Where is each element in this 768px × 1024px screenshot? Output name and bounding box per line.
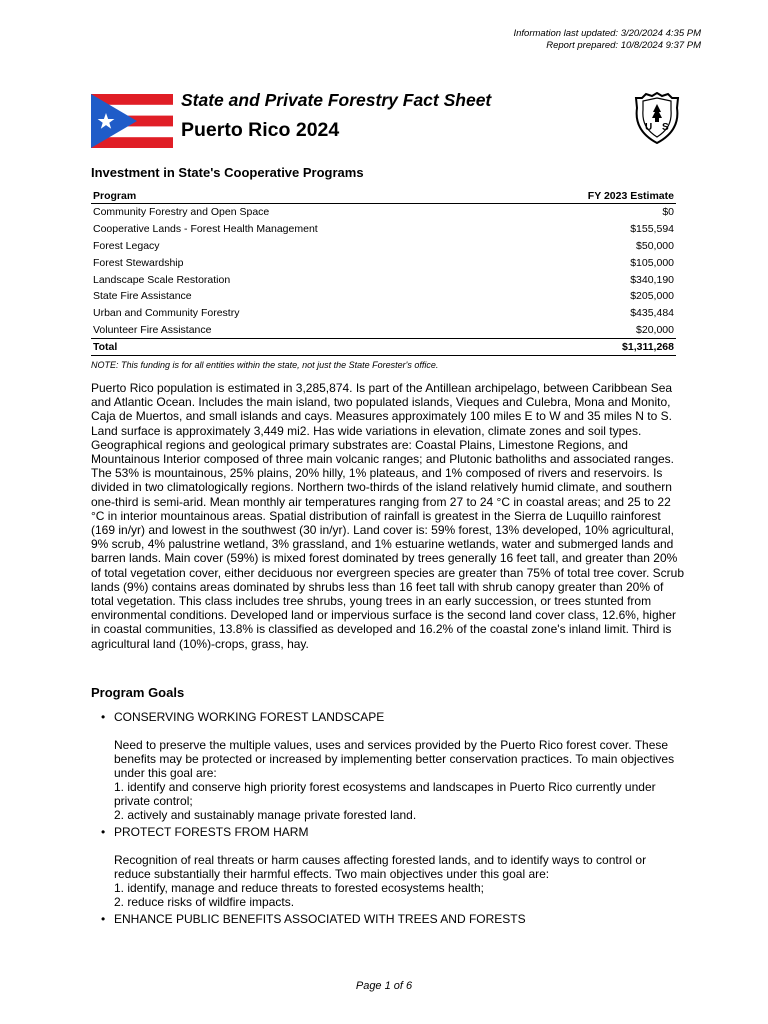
- bullet-icon: •: [101, 825, 106, 839]
- total-amount-cell: $1,311,268: [511, 339, 676, 356]
- last-updated-text: Information last updated: 3/20/2024 4:35 PM: [513, 28, 701, 39]
- program-goals-heading: Program Goals: [91, 685, 185, 700]
- funding-note: NOTE: This funding is for all entities within the state, not just the State Forester's office.: [91, 360, 439, 370]
- table-row: [91, 204, 676, 221]
- goal-title: CONSERVING WORKING FOREST LANDSCAPE: [114, 710, 385, 724]
- page-number: Page 1 of 6: [355, 980, 413, 992]
- program-goals-list: [101, 710, 681, 926]
- goal-title: PROTECT FORESTS FROM HARM: [114, 825, 309, 839]
- amount-cell: $50,000: [636, 239, 674, 252]
- total-label-cell: Total: [91, 339, 511, 356]
- amount-cell: $435,484: [630, 307, 674, 320]
- goal-item: [101, 912, 681, 926]
- goal-description: Recognition of real threats or harm causes affecting forested lands, and to identify ways to control or reduce substantially their harmful effects. Two main objectives under this goal are: 1. identify, manage and reduce threats to forested ecosystems health; 2. reduce risks of wildfire impacts.: [114, 853, 647, 909]
- program-cell: Cooperative Lands - Forest Health Management: [93, 223, 318, 236]
- document-subtitle: State and Private Forestry Fact Sheet: [181, 90, 492, 110]
- table-row: [91, 288, 676, 305]
- program-cell: Volunteer Fire Assistance: [93, 323, 212, 336]
- bullet-icon: •: [101, 710, 106, 724]
- investment-heading: Investment in State's Cooperative Programs: [91, 165, 364, 180]
- forest-service-shield-icon: [634, 92, 680, 144]
- svg-text:U: U: [645, 122, 653, 133]
- table-row: [91, 271, 676, 288]
- program-cell: Community Forestry and Open Space: [93, 206, 270, 219]
- investment-table: [91, 188, 676, 356]
- program-cell: Forest Legacy: [93, 239, 160, 252]
- table-row: [91, 221, 676, 238]
- amount-cell: $0: [662, 206, 674, 219]
- table-row: [91, 305, 676, 322]
- bullet-icon: •: [101, 912, 106, 926]
- puerto-rico-flag-icon: [91, 94, 173, 148]
- amount-cell: $20,000: [636, 323, 674, 336]
- amount-cell: $340,190: [630, 273, 674, 286]
- program-cell: State Fire Assistance: [93, 290, 192, 303]
- goal-title: ENHANCE PUBLIC BENEFITS ASSOCIATED WITH TREES AND FORESTS: [114, 912, 526, 926]
- goal-item: [101, 825, 681, 909]
- report-meta: [514, 28, 702, 52]
- table-row: [91, 238, 676, 255]
- svg-text:S: S: [662, 122, 669, 133]
- program-cell: Landscape Scale Restoration: [93, 273, 231, 286]
- amount-cell: $205,000: [630, 290, 674, 303]
- program-cell: Urban and Community Forestry: [93, 307, 240, 320]
- amount-cell: $105,000: [630, 256, 674, 269]
- report-prepared-text: Report prepared: 10/8/2024 9:37 PM: [546, 40, 701, 51]
- goal-item: [101, 710, 681, 822]
- table-total-row: [91, 339, 676, 356]
- state-description: Puerto Rico population is estimated in 3,285,874. Is part of the Antillean archipelago, between Caribbean Sea and Atlantic Ocean. Includes the main island, two populated islands, Vieques and Culebra, Mona and Monito, Caja de Muertos, and small islands and cays. Measures approximately 100 miles E to W and 35 miles N to S. Land surface is approximately 3,449 mi2. Has wide variations in elevation, climate zones and soil types. Geographical regions and geological primary substrates are: Coastal Plains, Limestone Regions, and Mountainous Interior composed of three main volcanic ranges; and Plutonic batholiths and associated ranges. The 53% is mountainous, 25% plains, 20% hilly, 1% plateaus, and 1% composed of rivers and reservoirs. Is divided in two climatologically regions. Northern two-thirds of the island relatively humid climate, and southern one-third is semi-arid. Mean monthly air temperatures ranging from 27 to 24 °C in coastal areas; and 25 to 22 °C in interior mountainous areas. Spatial distribution of rainfall is greatest in the Sierra de Luquillo rainforest (169 in/yr) and lowest in the southwest (30 in/yr). Land cover is: 59% forest, 13% developed, 10% agricultural, 9% scrub, 4% palustrine wetland, 3% grassland, and 1% estuarine wetlands, water and submerged lands and barren lands. Main cover (59%) is mixed forest dominated by trees generally 16 feet tall, and greater than 20% of total vegetation cover, either deciduous nor evergreen species are greater than 75% of total tree cover. Scrub lands (9%) contains areas dominated by shrubs less than 16 feet tall with shrub canopy greater than 20% of total vegetation. This class includes tree shrubs, young trees in an early succession, or trees stunted from environmental conditions. Developed land or impervious surface is the second land cover class, 12.6%, higher in coastal communities, 13.8% is classified as developed and 16.2% of the coastal zone's inland limit. Third is agricultural land (10%)-crops, grass, hay.: [91, 381, 685, 651]
- table-header-row: [91, 188, 676, 204]
- program-cell: Forest Stewardship: [93, 256, 184, 269]
- page-title: Puerto Rico 2024: [181, 119, 340, 141]
- column-header-amount: FY 2023 Estimate: [511, 188, 676, 204]
- column-header-program: Program: [91, 188, 511, 204]
- goal-description: Need to preserve the multiple values, uses and services provided by the Puerto Rico forest cover. These benefits may be protected or increased by implementing better conservation practices. To main objectives under this goal are: 1. identify and conserve high priority forest ecosystems and landscapes in Puerto Rico currently under private control; 2. actively and sustainably manage private forested land.: [114, 738, 675, 822]
- table-row: [91, 322, 676, 339]
- table-row: [91, 254, 676, 271]
- amount-cell: $155,594: [630, 223, 674, 236]
